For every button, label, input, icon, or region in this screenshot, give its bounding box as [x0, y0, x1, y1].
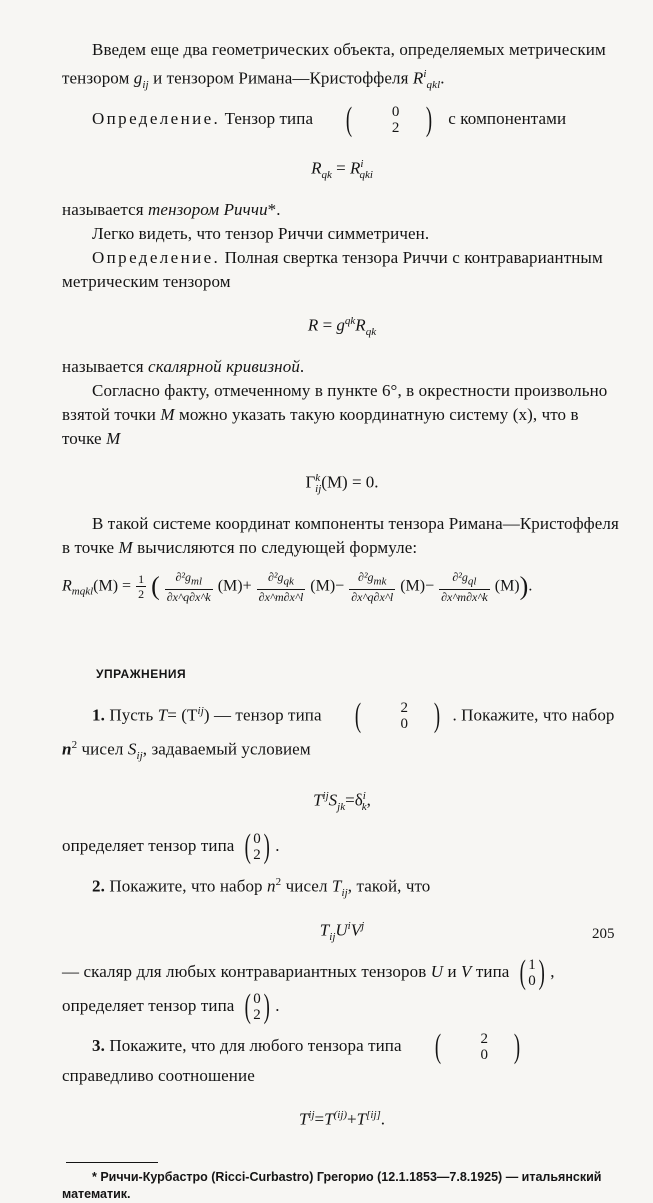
tensor-type-matrix: ( 0 2 ) [346, 101, 432, 139]
tensor-type-matrix: ( 1 0 ) [519, 953, 545, 991]
term2-fraction: $\frac{\partial^2g_{qk}}{\partial x\^{}m\partial x\^{}l}$ [258, 570, 304, 604]
term1-fraction: $\frac{\partial^2g_{ml}}{\partial x\^{}q\partial x\^{}k}$ [166, 570, 211, 604]
exercise-2-formula: $T_{ij}U^iV^j$ [319, 919, 365, 943]
exercise-1: 1. Пусть $T= (T^{ij})$ — тензор типа ( 2 0 ) . Покажите, что набор $n^2$ чисел $S_{ij}$, задаваемый условием [62, 697, 615, 763]
exercise-2: 2. Покажите, что набор $n^2$ чисел $T_{ij}$, такой, что [92, 875, 431, 899]
symmetry-sentence: Легко видеть, что тензор Риччи симметричен. [92, 224, 430, 244]
half-fraction: $\frac{1}{2}$ [138, 572, 145, 602]
footnote-rule [66, 1162, 158, 1163]
term4-fraction: $\frac{\partial^2g_{ql}}{\partial x\^{}m\partial x\^{}k}$ [441, 570, 488, 604]
tensor-type-matrix: ( 2 0 ) [434, 1027, 521, 1065]
christoffel-formula: $\Gamma^k_{ij}(M) = 0$. [305, 472, 379, 496]
fact-paragraph: Согласно факту, отмеченному в пункте 6°, в окрестности произвольно взятой точки M можно указать такую координатную систему (x), что в точке M [62, 381, 608, 449]
intro-paragraph: Введем еще два геометрических объекта, определяемых метрическим тензором $g_{ij}$ и тензором Римана—Кристоффеля $R^i_{qkl}$. [62, 40, 606, 92]
scalar-term: называется скалярной кривизной. [62, 357, 305, 377]
ricci-formula: $R_{qk} = R^i_{qki}$ [311, 158, 373, 182]
exercises-heading: УПРАЖНЕНИЯ [96, 666, 187, 681]
footnote: * Риччи-Курбастро (Ricci-Curbastro) Грегорио (12.1.1853—7.8.1925) — итальянский математик. [62, 1170, 602, 1202]
tensor-type-matrix: ( 2 0 ) [354, 697, 441, 735]
ricci-term: называется тензором Риччи*. [62, 200, 281, 220]
scalar-formula: $R = g^{qk}R_{qk}$ [307, 315, 377, 339]
scalar-definition: Определение. Полная свертка тензора Риччи с контравариантным метрическим тензором [62, 248, 603, 292]
exercise-2-text: — скаляр для любых контравариантных тензоров U и V типа ( 1 0 ) , определяет тензор типа ( 0 2 ) . [62, 953, 555, 1025]
exercise-3-formula: $T^{ij}=T^{(ij)}+T[ij]$. [298, 1108, 386, 1129]
exercise-1-formula: $T^{ij}S_{jk}=\delta^i_k$, [313, 789, 371, 813]
riemann-paragraph: В такой системе координат компоненты тензора Римана—Кристоффеля в точке M вычисляются по следующей формуле: [62, 514, 619, 558]
tensor-type-matrix: ( 0 2 ) [244, 827, 270, 865]
ricci-definition: Определение. Тензор типа ( 0 2 ) с компонентами [92, 101, 567, 139]
term3-fraction: $\frac{\partial^2g_{mk}}{\partial x\^{}q\partial x\^{}l}$ [351, 570, 394, 604]
exercise-1-conclusion: определяет тензор типа ( 0 2 ) . [62, 827, 280, 865]
riemann-formula: $R_{mqkl}(M)$ = $\frac{1}{2}$ ( $\frac{\partial^2g_{ml}}{\partial x\^{}q\partial x\^{}k}$ (M)+ $\frac{\partial^2g_{qk}}{\partial x\^{}m\partial x\^{}l}$ (M)− $\frac{\partial^2g_{mk}}{\partial x\^{}q\partial x\^{}l}$ (M)− $\frac{\partial^2g_{ql}}{\partial x\^{}m\partial x\^{}k}$ (M)). [62, 570, 533, 604]
page-body [62, 38, 622, 1203]
page-number: 205 [592, 926, 615, 942]
tensor-type-matrix: ( 0 2 ) [244, 987, 270, 1025]
exercise-3: 3. Покажите, что для любого тензора типа ( 2 0 ) справедливо соотношение [62, 1030, 622, 1088]
